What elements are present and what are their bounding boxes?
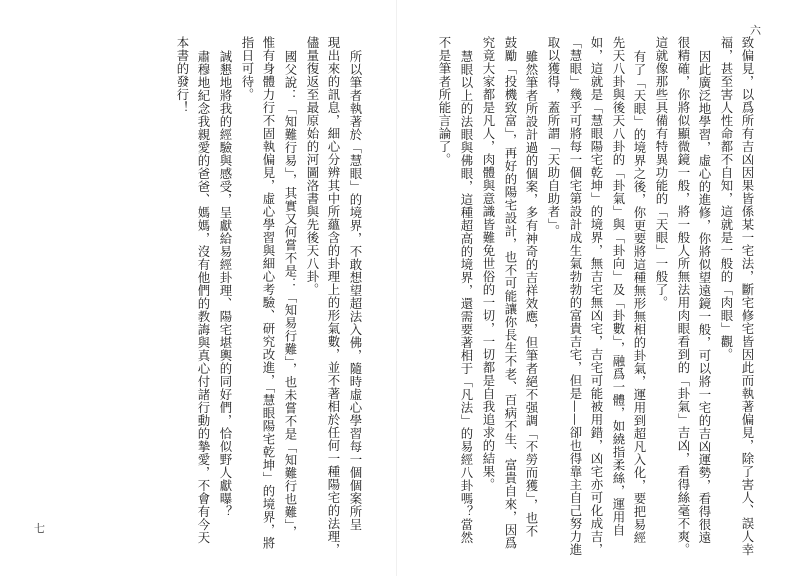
text-column: 誠懇地將我的經驗與感受，呈獻給易經卦理、陽宅堪輿的同好們，恰似野人獻曝？ — [218, 50, 233, 518]
text-column: 致偏見，以爲所有吉凶因果皆係某一宅法，斷宅修宅皆因此而執著偏見，除了害人、誤人幸 — [740, 36, 755, 556]
right-page-number: 六 — [750, 24, 761, 37]
text-column: 因此廣泛地學習，虛心的進修，你將似望遠鏡一般，可以將一宅的吉凶運勢，看得很遠 — [697, 50, 712, 544]
text-column: 所以筆者執著於「慧眼」的境界，不敢想望超法入佛，隨時虛心學習每一個個案所呈 — [348, 50, 363, 531]
left-page-number: 七 — [34, 522, 45, 535]
text-column: 本書的發行！ — [175, 36, 190, 114]
text-column: 這就像那些具備有特異功能的「天眼」一般了。 — [654, 36, 669, 309]
text-column: 國父說：「知難行易」，其實又何嘗不是：「知易行難」，也未嘗不是「知難行也難」， — [283, 50, 298, 539]
text-column: 雖然筆者所設計過的個案，多有神奇的吉祥效應，但筆者絕不强調「不勞而獲」，也不 — [524, 50, 539, 538]
text-column: 惟有身體力行不固執偏見，虛心學習與細心考驗、研究改進，「慧眼陽宅乾坤」的境界，將 — [261, 36, 276, 550]
text-column: 很精確，你將似顯微鏡一般，將一般人所無法用肉眼看到的「卦氣」吉凶，看得絲毫不爽。 — [676, 36, 691, 556]
text-column: 儘量復返至最原始的河圖洛書與先後天八卦。 — [305, 36, 320, 296]
text-column: 取以獲得，蓋所謂「天助自助者」。 — [546, 36, 561, 238]
text-column: 先天八卦與後天八卦的「卦氣」與「卦向」及「卦數」，融爲一體，如繞指柔絲，運用自 — [611, 36, 626, 537]
text-column: 福，甚至害人性命都不自知，這就是一般的「肉眼」觀。 — [719, 36, 734, 361]
text-column: 「慧眼」幾乎可將每一個宅第設計成生氣勃勃的富貴吉宅，但是——卻也得靠主自己努力進 — [568, 36, 583, 556]
text-column: 有了「天眼」的境界之後，你更要將這種無形無相的卦氣，運用到超凡入化，要把易經 — [632, 50, 647, 544]
text-column: 指日可待。 — [240, 36, 255, 101]
right-page — [410, 36, 760, 556]
text-column: 鼓勵「投機致富」，再好的陽宅設計，也不可能讓你長生不老、百病不生、富貴自來，因爲 — [503, 36, 518, 550]
left-page — [30, 36, 380, 556]
text-column: 肅穆地紀念我親愛的爸爸、媽媽，沒有他們的教誨與真心付諸行動的摯愛，不會有今天 — [196, 50, 211, 544]
text-column: 如，這就是「慧眼陽宅乾坤」的境界，無吉宅無凶宅，吉宅可能被用錯，凶宅亦可化成吉， — [589, 36, 604, 556]
text-column: 慧眼以上的法眼與佛眼，這種超高的境界，還需要著相于「凡法」的易經八卦嗎？當然 — [459, 50, 474, 544]
text-column: 不是筆者所能言論了。 — [437, 36, 452, 166]
text-column: 現出來的訊息，細心分辨其中所蘊含的卦理上的形氣數，並不著相於任何一種陽宅的法理， — [326, 36, 341, 556]
text-column: 究竟大家都是凡人，肉體與意識皆難免世俗的一切，一切都是自我追求的結果。 — [481, 36, 496, 491]
page-gutter — [396, 0, 397, 576]
